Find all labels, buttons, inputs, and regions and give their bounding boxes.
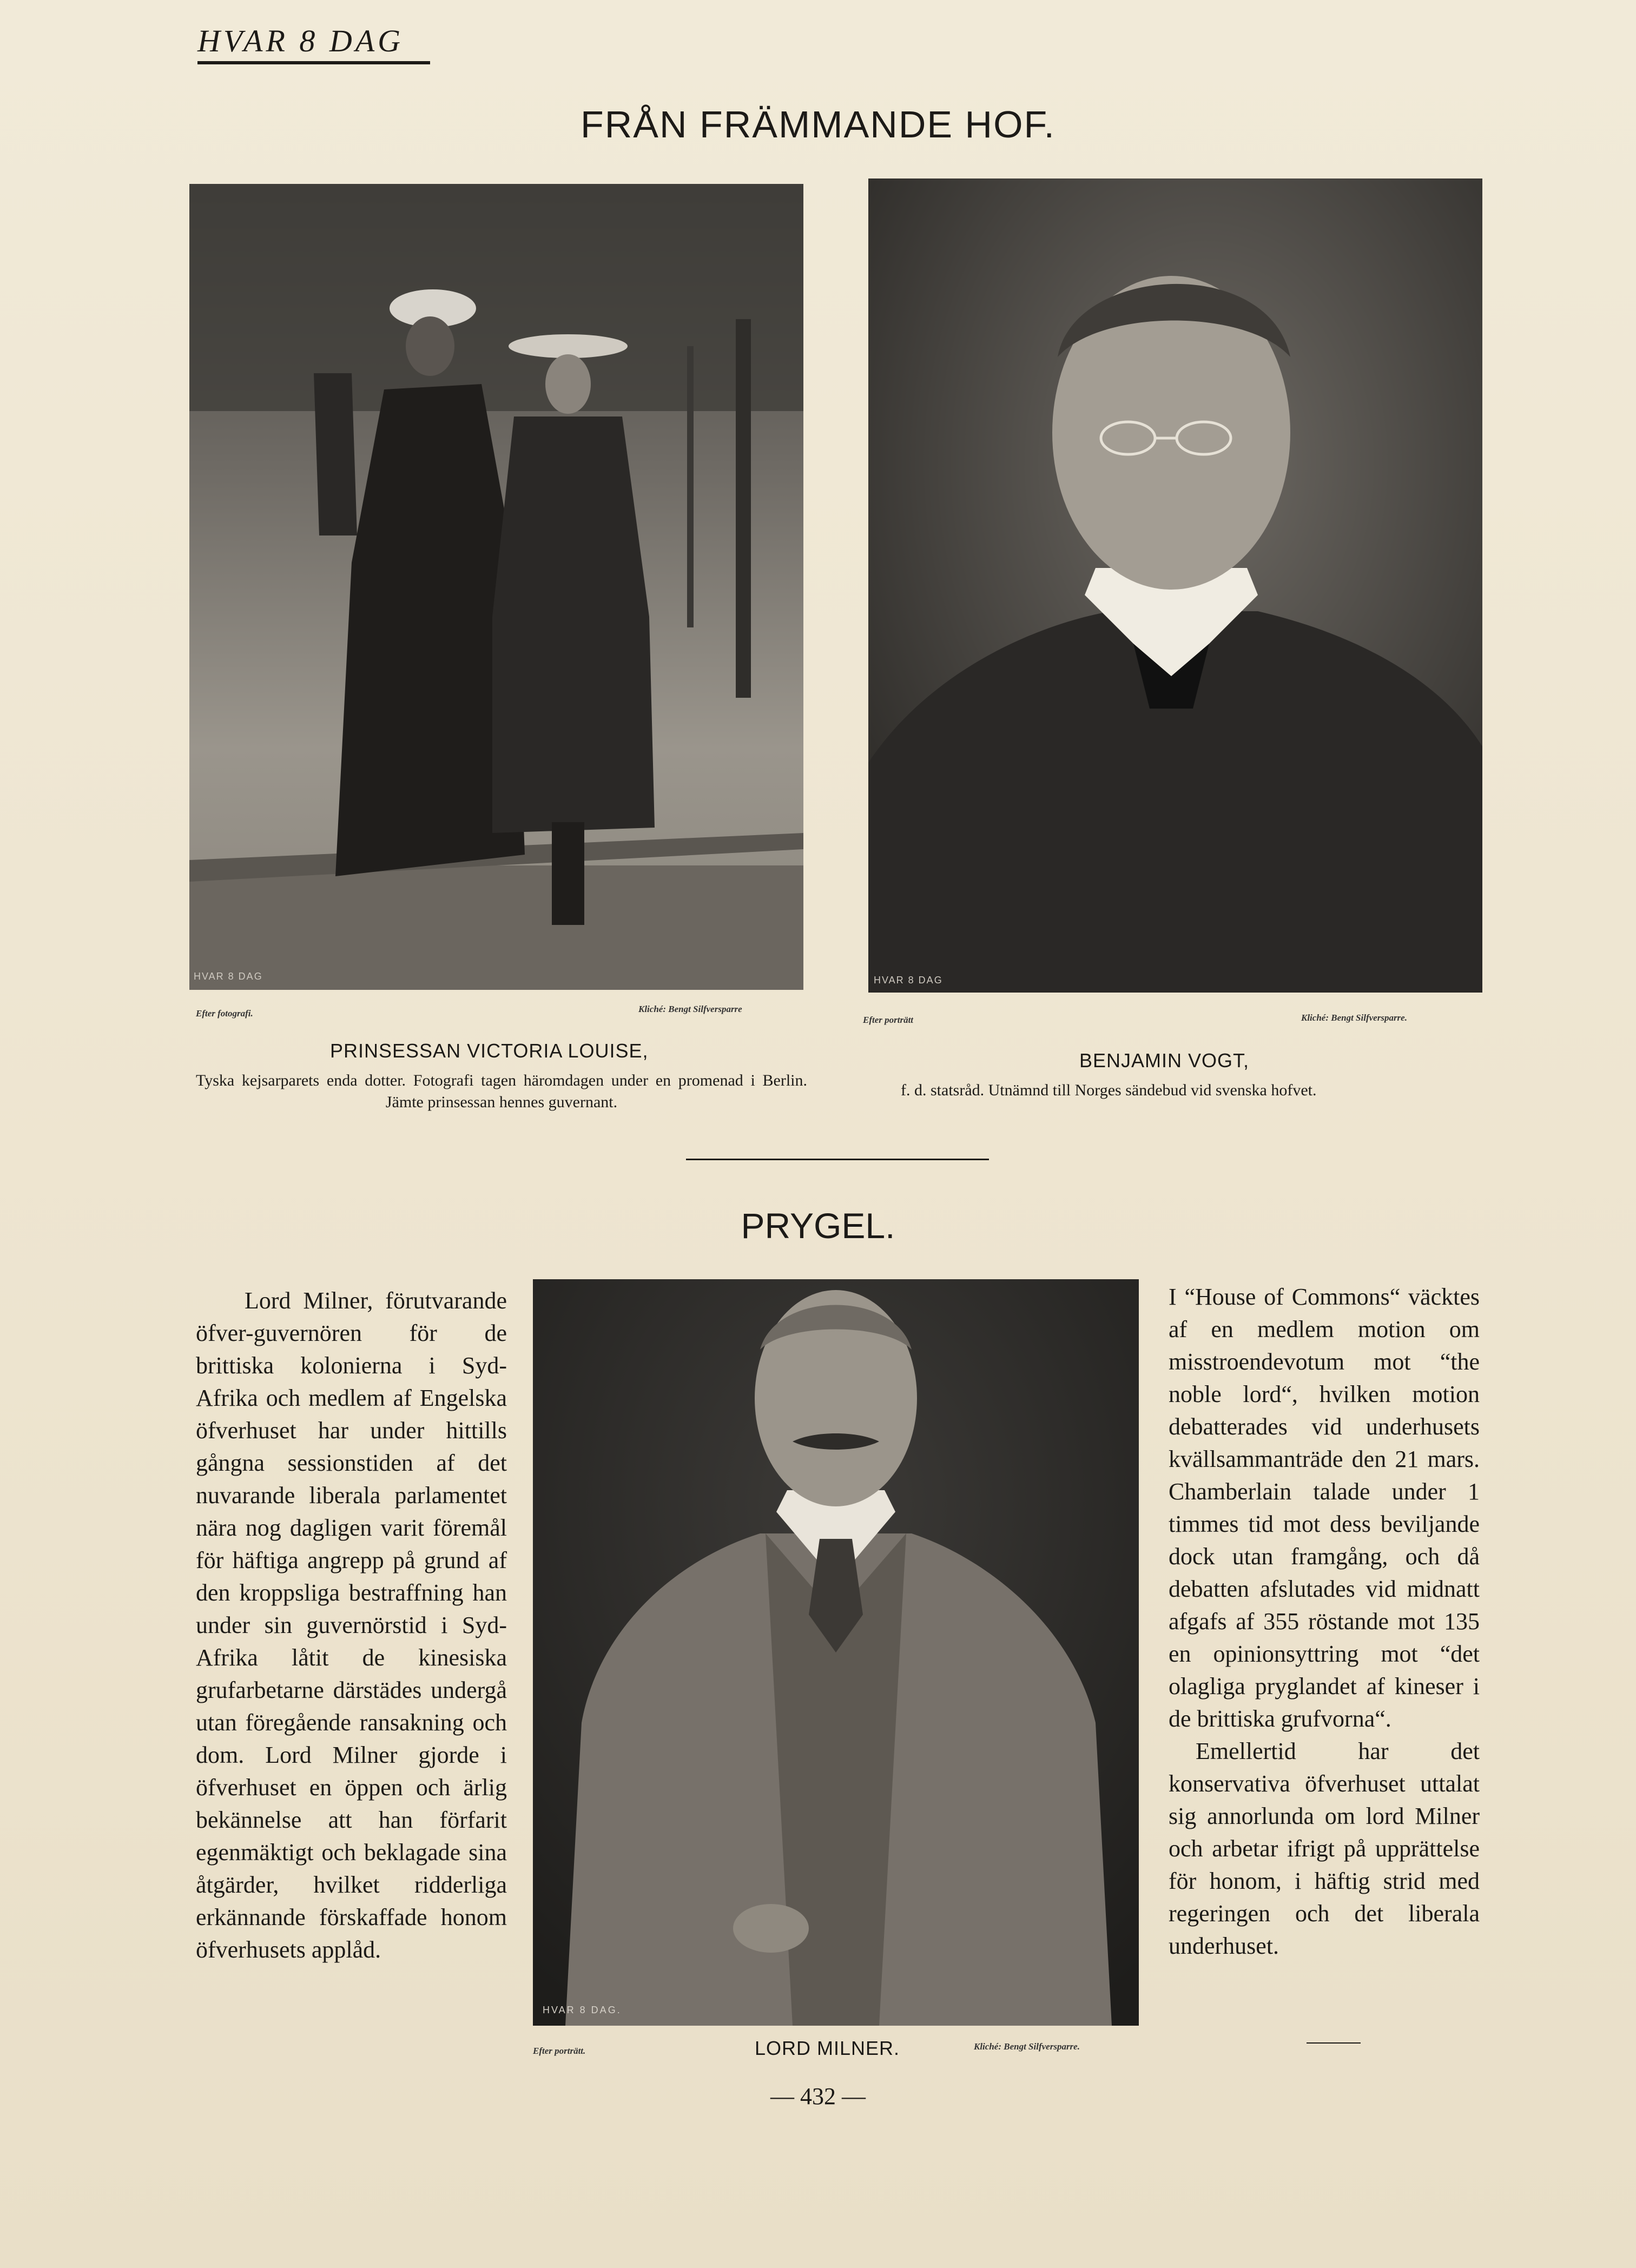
photo-victoria-louise [189, 184, 803, 990]
article-paragraph: Lord Milner, förutvarande öfver-guvernören för de brittiska kolonierna i Syd-Afrika och medlem af Engelska öfverhuset har under hittills gångna sessionstiden af det nuvarande liberala parlamentet nära nog dagligen varit föremål för häftiga angrepp på grund af den kroppsliga bestraffning han under sin guvernörstid i Syd-Afrika låtit de kinesiska grufarbetarne därstädes undergå utan föregående ransakning och dom. Lord Milner gjorde i öfverhuset en öppen och ärlig bekännelse att han förfarit egenmäktigt och beklagade sina åtgärder, hvilket ridderliga erkännande förskaffade honom öfverhusets applåd. [196, 1287, 507, 1963]
photo-watermark: HVAR 8 DAG. [543, 2005, 622, 2015]
photo-lord-milner-image [533, 1279, 1139, 2026]
section-title-fran-frammande-hof: FRÅN FRÄMMANDE HOF. [580, 103, 1056, 146]
photo-watermark: HVAR 8 DAG [194, 971, 263, 982]
page-number: — 432 — [770, 2083, 866, 2110]
photo-credit-left: Efter porträtt [863, 1015, 914, 1025]
photo-credit-left: Efter porträtt. [533, 2046, 586, 2056]
caption-text-victoria-louise: Tyska kejsarparets enda dotter. Fotografi tagen häromdagen under en promenad i Berlin. Jämte prinsessan hennes guvernant. [196, 1072, 807, 1111]
photo-lord-milner [533, 1279, 1139, 2026]
article-paragraph: Emellertid har det konservativa öfverhuset uttalat sig annorlunda om lord Milner och arbetar ifrigt på upprättelse för honom, i häftig strid med regeringen och det liberala underhuset. [1169, 1738, 1480, 1959]
column-end-rule [1307, 2042, 1361, 2044]
caption-name-victoria-louise: PRINSESSAN VICTORIA LOUISE, [330, 1040, 649, 1062]
caption-name-lord-milner: LORD MILNER. [755, 2037, 900, 2059]
photo-benjamin-vogt-image [868, 178, 1482, 993]
article-left-column [196, 1285, 507, 1966]
photo-credit-right: Kliché: Bengt Silfversparre [638, 1004, 742, 1014]
section-title-prygel: PRYGEL. [741, 1206, 895, 1246]
photo-credit-right: Kliché: Bengt Silfversparre. [974, 2041, 1080, 2052]
caption-text-benjamin-vogt: f. d. statsråd. Utnämnd till Norges sändebud vid svenska hofvet. [901, 1081, 1317, 1099]
article-paragraph: I “House of Commons“ väcktes af en medlem motion om misstroendevotum mot “the noble lord“, hvilken motion debatterades vid underhusets kvällsammanträde den 21 mars. Chamberlain talade under 1 timmes tid mot dess beviljande dock utan framgång, och då debatten afslutades vid midnatt afgafs af 355 röstande mot 135 en opinionsyttring mot “det olagliga pryglandet af kineser i de brittiska grufvorna“. [1169, 1284, 1480, 1732]
photo-victoria-louise-image [189, 184, 803, 990]
masthead: HVAR 8 DAG [197, 23, 430, 64]
photo-credit-right: Kliché: Bengt Silfversparre. [1301, 1013, 1407, 1023]
article-right-column [1169, 1281, 1480, 1962]
photo-credit-left: Efter fotografi. [196, 1008, 253, 1019]
photo-benjamin-vogt [868, 178, 1482, 993]
photo-watermark: HVAR 8 DAG [874, 975, 943, 986]
section-divider [686, 1159, 989, 1160]
caption-name-benjamin-vogt: BENJAMIN VOGT, [1079, 1049, 1250, 1072]
